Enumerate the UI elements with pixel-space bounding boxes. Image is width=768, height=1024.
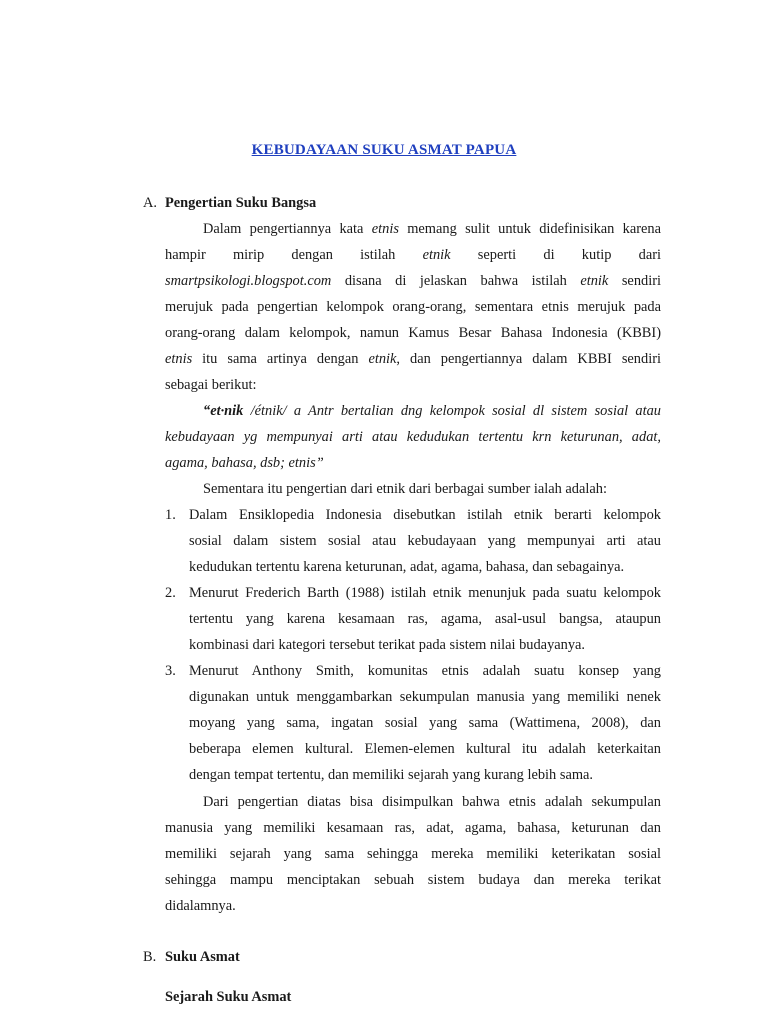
list-item-1-line3: kedudukan tertentu karena keturunan, adat, agama, bahasa, dan sebagainya. bbox=[189, 559, 625, 575]
quote-line2: kebudayaan yg mempunyai arti atau kedudukan tertentu krn keturunan, adat, bbox=[165, 429, 661, 445]
list-item-1-line2: sosial dalam sistem sosial atau kebudayaan yang mempunyai arti atau bbox=[189, 533, 661, 549]
para1-line2: hampir mirip dengan istilah etnik seperti di kutip dari bbox=[165, 247, 661, 263]
para1-line3: smartpsikologi.blogspot.com disana di jelaskan bahwa istilah etnik sendiri bbox=[165, 273, 661, 289]
list-item-1-line1: Dalam Ensiklopedia Indonesia disebutkan istilah etnik berarti kelompok bbox=[189, 507, 661, 523]
conclusion-line1: Dari pengertian diatas bisa disimpulkan bahwa etnis adalah sekumpulan bbox=[203, 794, 661, 810]
quote-line3: agama, bahasa, dsb; etnis” bbox=[165, 455, 324, 471]
para1-line6: etnis itu sama artinya dengan etnik, dan pengertiannya dalam KBBI sendiri bbox=[165, 351, 661, 367]
para1-line7: sebagai berikut: bbox=[165, 377, 257, 393]
list-item-2-line3: kombinasi dari kategori tersebut terikat pada sistem nilai budayanya. bbox=[189, 637, 586, 653]
conclusion-line2: manusia yang memiliki kesamaan ras, adat, agama, bahasa, keturunan dan bbox=[165, 820, 661, 836]
conclusion-line5: didalamnya. bbox=[165, 898, 236, 914]
section-a-heading: Pengertian Suku Bangsa bbox=[165, 195, 317, 211]
list-intro: Sementara itu pengertian dari etnik dari berbagai sumber ialah adalah: bbox=[203, 481, 607, 497]
list-item-2-line2: tertentu yang karena kesamaan ras, agama, asal-usul bangsa, ataupun bbox=[189, 611, 661, 627]
section-a-letter: A. bbox=[143, 195, 157, 211]
para1-line4: merujuk pada pengertian kelompok orang-orang, sementara etnis merujuk pada bbox=[165, 299, 661, 315]
list-item-2-line1: Menurut Frederich Barth (1988) istilah etnik menunjuk pada suatu kelompok bbox=[189, 585, 661, 601]
list-item-3-line1: Menurut Anthony Smith, komunitas etnis adalah suatu konsep yang bbox=[189, 663, 661, 679]
list-number-1: 1. bbox=[165, 507, 176, 523]
list-item-3-line4: beberapa elemen kultural. Elemen-elemen kultural itu adalah keterkaitan bbox=[189, 741, 661, 757]
section-b-letter: B. bbox=[143, 949, 157, 965]
list-item-3-line3: moyang yang sama, ingatan sosial yang sama (Wattimena, 2008), dan bbox=[189, 715, 661, 731]
para1-line1: Dalam pengertiannya kata etnis memang sulit untuk didefinisikan karena bbox=[203, 221, 661, 237]
list-item-3-line2: digunakan untuk menggambarkan sekumpulan manusia yang memiliki nenek bbox=[189, 689, 661, 705]
section-b-heading: Suku Asmat bbox=[165, 949, 240, 965]
para1-line5: orang-orang dalam kelompok, namun Kamus Besar Bahasa Indonesia (KBBI) bbox=[165, 325, 661, 341]
list-number-2: 2. bbox=[165, 585, 176, 601]
quote-line1: “et·nik /étnik/ a Antr bertalian dng kelompok sosial dl sistem sosial atau bbox=[203, 403, 661, 419]
document-title: KEBUDAYAAN SUKU ASMAT PAPUA bbox=[251, 142, 517, 158]
conclusion-line3: memiliki sejarah yang sama sehingga mereka memiliki keterikatan sosial bbox=[165, 846, 661, 862]
section-b-subheading: Sejarah Suku Asmat bbox=[165, 989, 292, 1005]
list-item-3-line5: dengan tempat tertentu, dan memiliki sejarah yang kurang lebih sama. bbox=[189, 767, 594, 783]
list-number-3: 3. bbox=[165, 663, 176, 679]
conclusion-line4: sehingga mampu menciptakan sebuah sistem budaya dan mereka terikat bbox=[165, 872, 661, 888]
